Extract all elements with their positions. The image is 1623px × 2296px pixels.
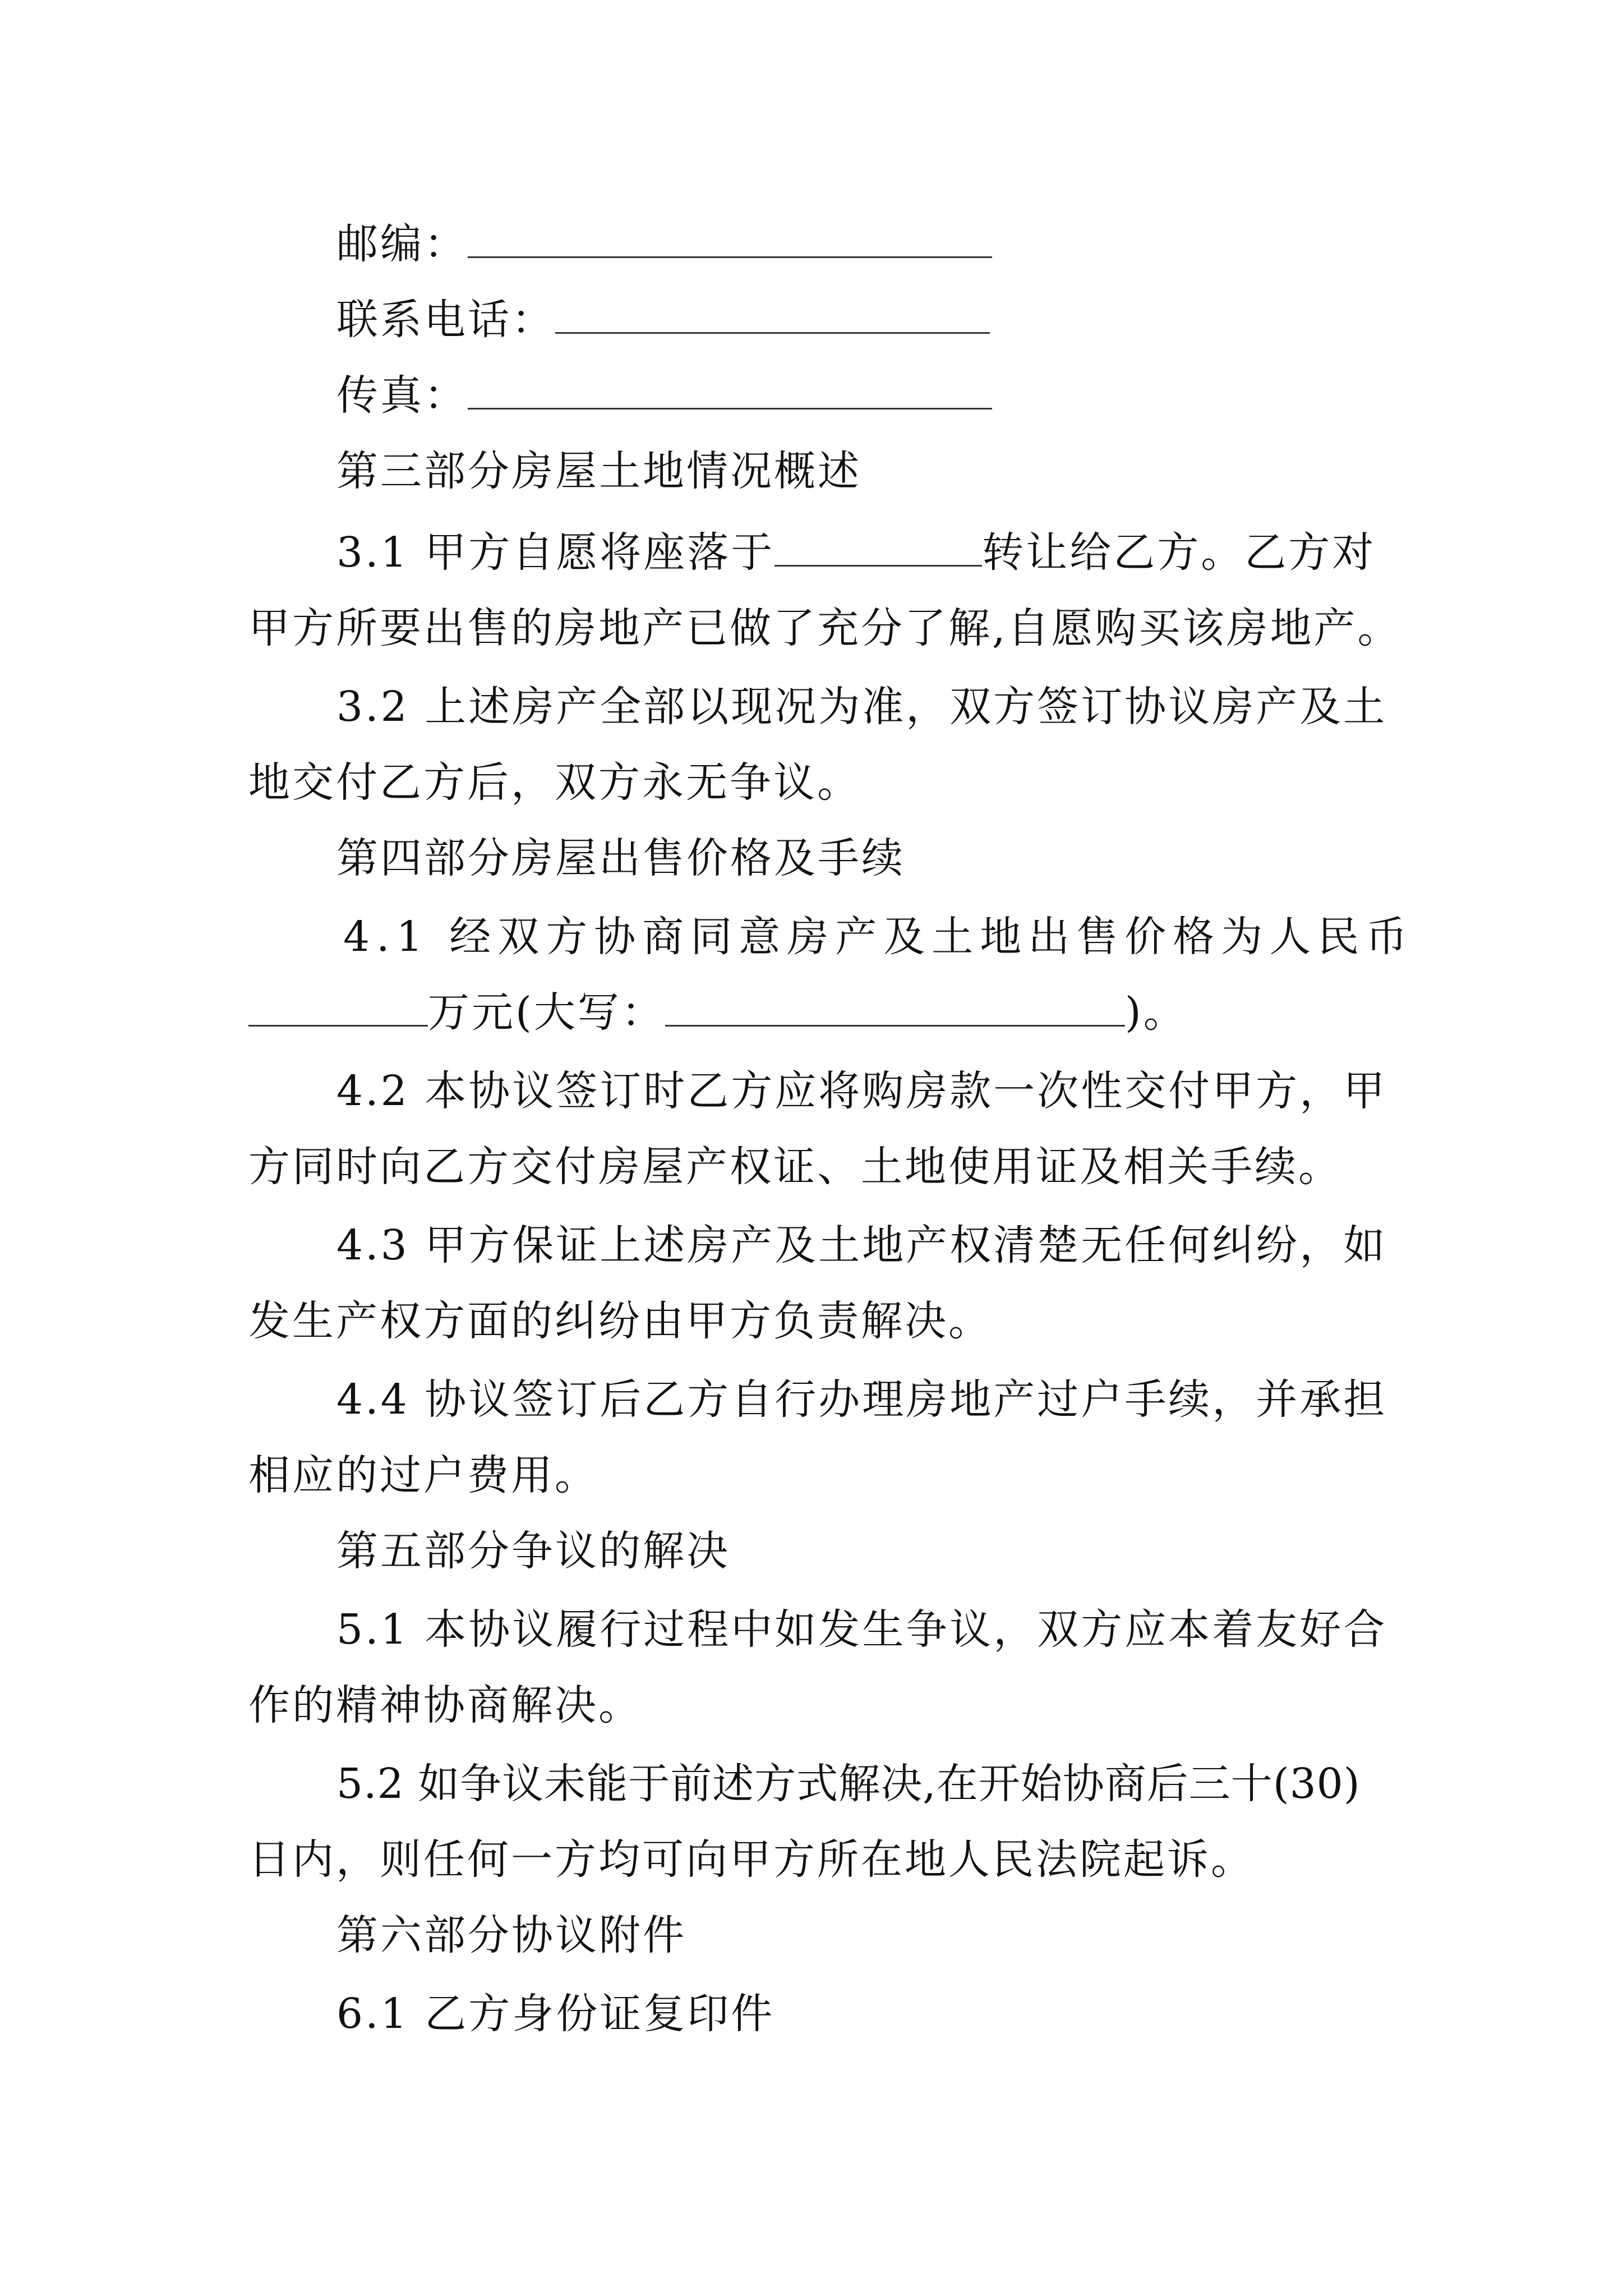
clause-3-2-line2: 地交付乙方后，双方永无争议。: [248, 758, 861, 807]
clause-3-1-text-b: 转让给乙方。乙方对: [982, 528, 1376, 577]
clause-4-2-line2: 方同时向乙方交付房屋产权证、土地使用证及相关手续。: [248, 1143, 1342, 1191]
clause-3-1-text-a: 3.1 甲方自愿将座落于: [336, 528, 775, 577]
clause-4-3-line2: 发生产权方面的纠纷由甲方负责解决。: [248, 1297, 992, 1345]
price-blank: [248, 991, 428, 1027]
clause-3-1-line2: 甲方所要出售的房地产已做了充分了解,自愿购买该房地产。: [248, 604, 1401, 652]
postcode-blank: [468, 223, 992, 258]
fax-label: 传真：: [336, 371, 468, 420]
clause-4-2-line1: 4.2 本协议签订时乙方应将购房款一次性交付甲方，甲: [336, 1067, 1387, 1115]
part3-heading: 第三部分房屋土地情况概述: [336, 447, 861, 495]
phone-blank: [555, 298, 990, 334]
clause-4-4-line2: 相应的过户费用。: [248, 1451, 598, 1499]
clause-4-1-text-b: 万元(大写：: [428, 988, 665, 1037]
phone-label: 联系电话：: [336, 296, 555, 344]
location-blank: [774, 531, 982, 567]
clause-4-4-line1: 4.4 协议签订后乙方自行办理房地产过户手续，并承担: [336, 1375, 1387, 1424]
clause-4-3-line1: 4.3 甲方保证上述房产及土地产权清楚无任何纠纷，如: [336, 1221, 1387, 1269]
part4-heading: 第四部分房屋出售价格及手续: [336, 834, 905, 882]
fax-blank: [468, 374, 992, 409]
price-words-blank: [665, 991, 1125, 1027]
postcode-line: [336, 216, 992, 272]
part5-heading: 第五部分争议的解决: [336, 1527, 730, 1575]
clause-3-2-line1: 3.2 上述房产全部以现况为准，双方签订协议房产及土: [336, 683, 1387, 731]
clause-5-2-line2: 日内，则任何一方均可向甲方所在地人民法院起诉。: [248, 1835, 1255, 1884]
clause-6-1: 6.1 乙方身份证复印件: [336, 1990, 775, 2038]
part6-heading: 第六部分协议附件: [336, 1911, 686, 1959]
postcode-label: 邮编：: [336, 220, 468, 268]
clause-4-1-line1: 4.1 经双方协商同意房产及土地出售价格为人民币: [343, 913, 1414, 961]
clause-5-1-line2: 作的精神协商解决。: [248, 1681, 642, 1729]
clause-5-2-line1: 5.2 如争议未能于前述方式解决,在开始协商后三十(30): [336, 1760, 1361, 1808]
clause-4-1-text-c: )。: [1124, 988, 1187, 1037]
fax-line: [336, 367, 992, 424]
clause-4-1-line2: [248, 984, 1187, 1041]
phone-line: [336, 292, 990, 348]
clause-5-1-line1: 5.1 本协议履行过程中如发生争议，双方应本着友好合: [336, 1605, 1387, 1654]
clause-3-1-line1: [336, 524, 1376, 581]
